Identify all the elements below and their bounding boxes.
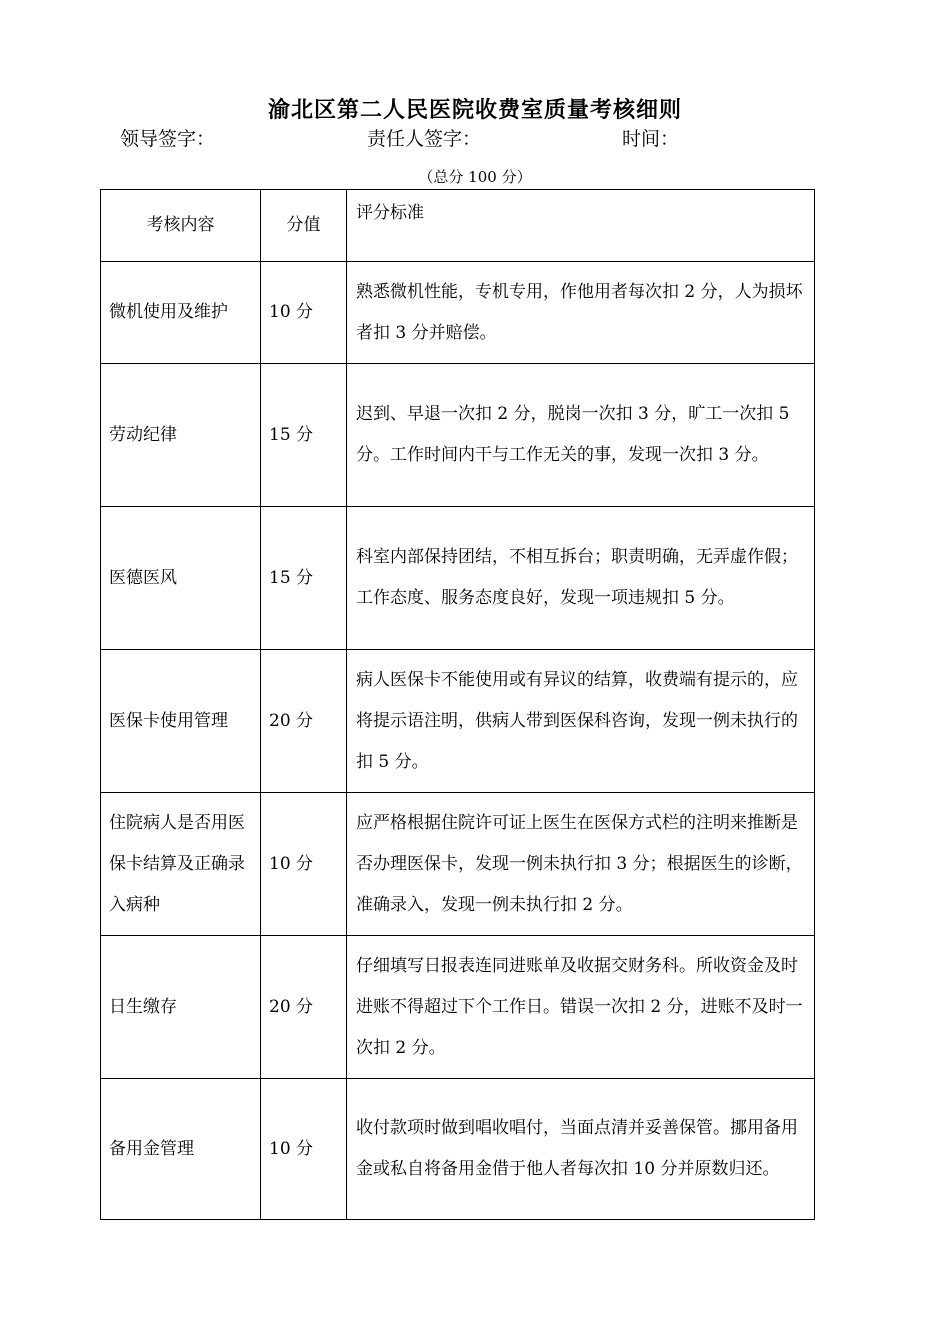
- leader-signature-label: 领导签字：: [120, 128, 216, 150]
- responsible-signature-label: 责任人签字：: [367, 128, 482, 150]
- row-item: 医保卡使用管理: [101, 650, 261, 793]
- row-score: 20 分: [261, 936, 347, 1079]
- table-row: [101, 650, 815, 793]
- row-item: 住院病人是否用医保卡结算及正确录入病种: [101, 793, 261, 936]
- row-item: 劳动纪律: [101, 364, 261, 507]
- table-row: [101, 507, 815, 650]
- row-score: 10 分: [261, 262, 347, 364]
- row-item: 医德医风: [101, 507, 261, 650]
- header-item: 考核内容: [101, 190, 261, 262]
- row-criteria: 迟到、早退一次扣 2 分，脱岗一次扣 3 分，旷工一次扣 5 分。工作时间内干与工作无关的事，发现一次扣 3 分。: [347, 364, 815, 507]
- row-score: 15 分: [261, 507, 347, 650]
- table-row: [101, 262, 815, 364]
- header-criteria: 评分标准: [347, 190, 815, 262]
- row-criteria: 病人医保卡不能使用或有异议的结算，收费端有提示的，应将提示语注明，供病人带到医保科咨询，发现一例未执行的扣 5 分。: [347, 650, 815, 793]
- table-row: [101, 793, 815, 936]
- header-score: 分值: [261, 190, 347, 262]
- document-title: 渝北区第二人民医院收费室质量考核细则: [267, 97, 682, 123]
- time-label: 时间：: [622, 128, 680, 150]
- total-score-note: （总分 100 分）: [418, 168, 532, 186]
- table-row: [101, 1079, 815, 1220]
- row-score: 10 分: [261, 1079, 347, 1220]
- row-item: 备用金管理: [101, 1079, 261, 1220]
- row-score: 10 分: [261, 793, 347, 936]
- row-criteria: 收付款项时做到唱收唱付，当面点清并妥善保管。挪用备用金或私自将备用金借于他人者每次扣 10 分并原数归还。: [347, 1079, 815, 1220]
- row-criteria: 仔细填写日报表连同进账单及收据交财务科。所收资金及时进账不得超过下个工作日。错误一次扣 2 分，进账不及时一次扣 2 分。: [347, 936, 815, 1079]
- assessment-table: [100, 189, 815, 1220]
- row-item: 日生缴存: [101, 936, 261, 1079]
- row-score: 15 分: [261, 364, 347, 507]
- row-criteria: 熟悉微机性能，专机专用，作他用者每次扣 2 分，人为损坏者扣 3 分并赔偿。: [347, 262, 815, 364]
- table-header-row: [101, 190, 815, 262]
- row-item: 微机使用及维护: [101, 262, 261, 364]
- table-row: [101, 364, 815, 507]
- row-score: 20 分: [261, 650, 347, 793]
- table-row: [101, 936, 815, 1079]
- row-criteria: 应严格根据住院许可证上医生在医保方式栏的注明来推断是否办理医保卡，发现一例未执行扣 3 分；根据医生的诊断，准确录入，发现一例未执行扣 2 分。: [347, 793, 815, 936]
- row-criteria: 科室内部保持团结，不相互拆台；职责明确，无弄虚作假；工作态度、服务态度良好，发现一项违规扣 5 分。: [347, 507, 815, 650]
